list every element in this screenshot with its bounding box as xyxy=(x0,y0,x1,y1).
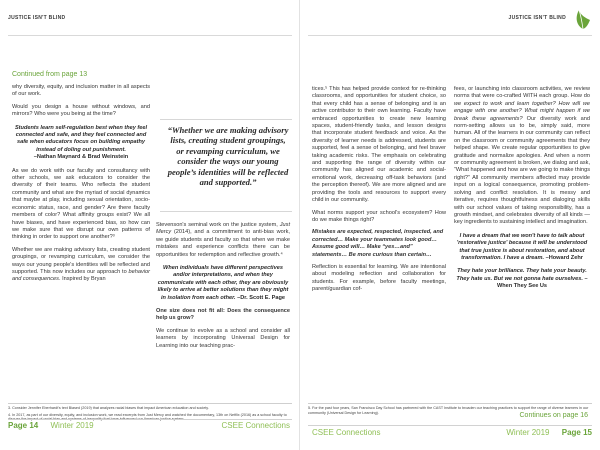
paragraph: fees, or launching into classroom activities, we review norms that were co-crafted WITH each group. How do we expect to work and learn together? How will we engage with one another? What might happen if we break these agreements? Our diversity work and norm-setting allows us to be, simply said, more human. All of the learners in our community can reflect on the classroom or community agreements that they helped shape. We create regular opportunities to give gratitude and normalize apologies. And when a norm or community agreement is broken, we dialog and ask, “What happened and how are we going to make things right?” All community members affected may provide input on a logical consequence, promoting problem-solving and conflict resolution. It is messy and iterative, requires thoughtfulness and dialoging skills with our school values of taking responsibility, has a growth mindset, and celebrates diversity of all kinds —key ingredients to sustaining intellect and imagination. xyxy=(454,86,591,226)
footnote: 3. Consider Jennifer Eberhardt's text Biased (2019) that analyzes racial biases that impact American education and society. xyxy=(8,406,209,410)
quote-text: When individuals have different perspectives and/or interpretations, and when they communicate with each other, they are obviously likely to arrive at better solutions than they might in isolation from each other. xyxy=(157,265,289,301)
paragraph: why diversity, equity, and inclusion matter in all aspects of our work. xyxy=(12,84,150,98)
left-column-2 xyxy=(156,222,290,355)
pull-quote-rule-bottom xyxy=(160,211,292,212)
header-rule-left xyxy=(8,35,292,36)
footer-rule-left xyxy=(8,419,292,420)
quote-attribution: –Nathan Maynard & Brad Weinstein xyxy=(33,154,129,161)
right-page xyxy=(300,0,600,450)
quote-text: They hate your brilliance. They hate your beauty. They hate us. But we not gonna hate ourselves. xyxy=(456,268,587,282)
running-head-right: JUSTICE ISN'T BLIND xyxy=(508,15,566,21)
page-number: Page 14 xyxy=(8,421,39,430)
issue-date: Winter 2019 xyxy=(506,428,550,437)
quote-text: Students learn self-regulation best when they feel connected and safe, and they feel connected and safe when educators focus on building empathy instead of doling out punishment. xyxy=(14,124,148,153)
paragraph: tices.⁵ This has helped provide context for re-thinking classrooms, and opportunities for student choice, so that every child has a sense of belonging and is an active contributor to their own learning. Faculty have embraced opportunities to create new learning spaces, student-friendly tasks, and lesson designs that incorporate student feedback and voice. As the diversity of learner needs is addressed, students are supported, feel a sense of belonging, and feel braver taking academic risks. The emphasis on celebrating and supporting the range of diversity within our community has aligned our academic and social-emotional work, decreasing off-task behaviors (and the perception thereof). We are more aligned and are providing the tools and resources to support every child in our community. xyxy=(312,86,446,204)
leaf-logo-icon xyxy=(574,8,592,30)
right-column-2 xyxy=(454,86,590,297)
footer-rule-right xyxy=(308,425,592,426)
paragraph: Stevenson's seminal work on the justice system, Just Mercy (2014), and a commitment to anti-bias work, we guide students and faculty so that when we make mistakes and experience conflicts there can be opportunities for redemption and reflective growth.⁴ xyxy=(156,222,290,258)
norms-list: Mistakes are expected, respected, inspected, and corrected… Make your teammates look good… Assume good will… Make “yes…and” statements… Be more curious than certain… xyxy=(312,229,444,258)
left-column-1 xyxy=(12,84,150,289)
quote-text: I have a dream that we won't have to talk about 'restorative justice' because it will be understood that true justice is about restoration, and about transformation. I have a dream. xyxy=(456,232,588,261)
paragraph: What norms support your school's ecosystem? How do we make things right? xyxy=(312,209,446,223)
publication-name-right: CSEE Connections xyxy=(312,428,381,437)
continued-on-label: Continues on page 16 xyxy=(519,412,588,419)
publication-name-left: CSEE Connections xyxy=(221,421,290,430)
pull-quote-rule-top xyxy=(160,119,292,120)
paragraph: Would you design a house without windows, and mirrors? Who were you being at the time? xyxy=(12,103,150,118)
footnote-rule-right xyxy=(308,403,592,404)
issue-date: Winter 2019 xyxy=(50,421,94,430)
inline-quote xyxy=(156,265,290,302)
quote-attribution: –Dr. Scott E. Page xyxy=(235,294,286,301)
inline-quote xyxy=(454,233,590,263)
pull-quote: “Whether we are making advisory lists, creating student groupings, or revamping curriculum, we consider the ways our young people’s identities will be reflected and supported.” xyxy=(167,125,289,188)
paragraph: We continue to evolve as a school and consider all learners by incorporating Universal Design for Learning into our teaching prac- xyxy=(156,327,290,349)
footer-left xyxy=(8,421,94,430)
inline-quote xyxy=(454,268,590,290)
section-heading: One size does not fit all: Does the consequence help us grow? xyxy=(156,308,290,322)
footnote: 5. For the past four years, San Francisco Day School has partnered with the CAST Institute to broaden our teaching practices to support the range of diverse learners in our community (Universal Design for Learning). xyxy=(308,406,589,415)
inline-quote xyxy=(12,125,150,162)
page-number: Page 15 xyxy=(561,428,592,437)
quote-attribution: –Howard Zehr xyxy=(544,254,583,261)
paragraph: Reflection is essential for learning. We are intentional about modeling reflection and collaboration for students. For example, before faculty meetings, parent/guardian cof- xyxy=(312,263,446,293)
header-rule-right xyxy=(308,35,592,36)
footnote: 4. In 2017, as part of our diversity, equity, and inclusion work, we read excerpts from Just Mercy and watched the documentary, 13th on Netflix (2016) as a school faculty to xyxy=(8,412,287,417)
continued-from-label: Continued from page 13 xyxy=(12,71,88,78)
footnote-rule-left xyxy=(8,403,292,404)
footer-right xyxy=(506,428,592,437)
right-column-1 xyxy=(312,86,446,299)
quote-attribution: –When They See Us xyxy=(496,275,588,290)
paragraph: As we do work with our faculty and consultancy with other schools, we ask educators to consider the diversity of their teams. Who reflects the student community and what are the myriad of social dynamics that maybe at play, including sexual orientation, socio-economic status, race, and gender? Are there faculty members of color? What affinity groups exist? We all have biases, and have experienced bias, so how can we make sure that we disrupt our own patterns of thinking in order to support one another?³ xyxy=(12,167,150,241)
running-head-left: JUSTICE ISN'T BLIND xyxy=(8,15,66,21)
paragraph: Whether we are making advisory lists, creating student groupings, or revamping curriculum, we consider the ways our young people's identities will be reflected and supported. This now includes our approach to behavior and consequences. Inspired by Bryan xyxy=(12,246,150,283)
